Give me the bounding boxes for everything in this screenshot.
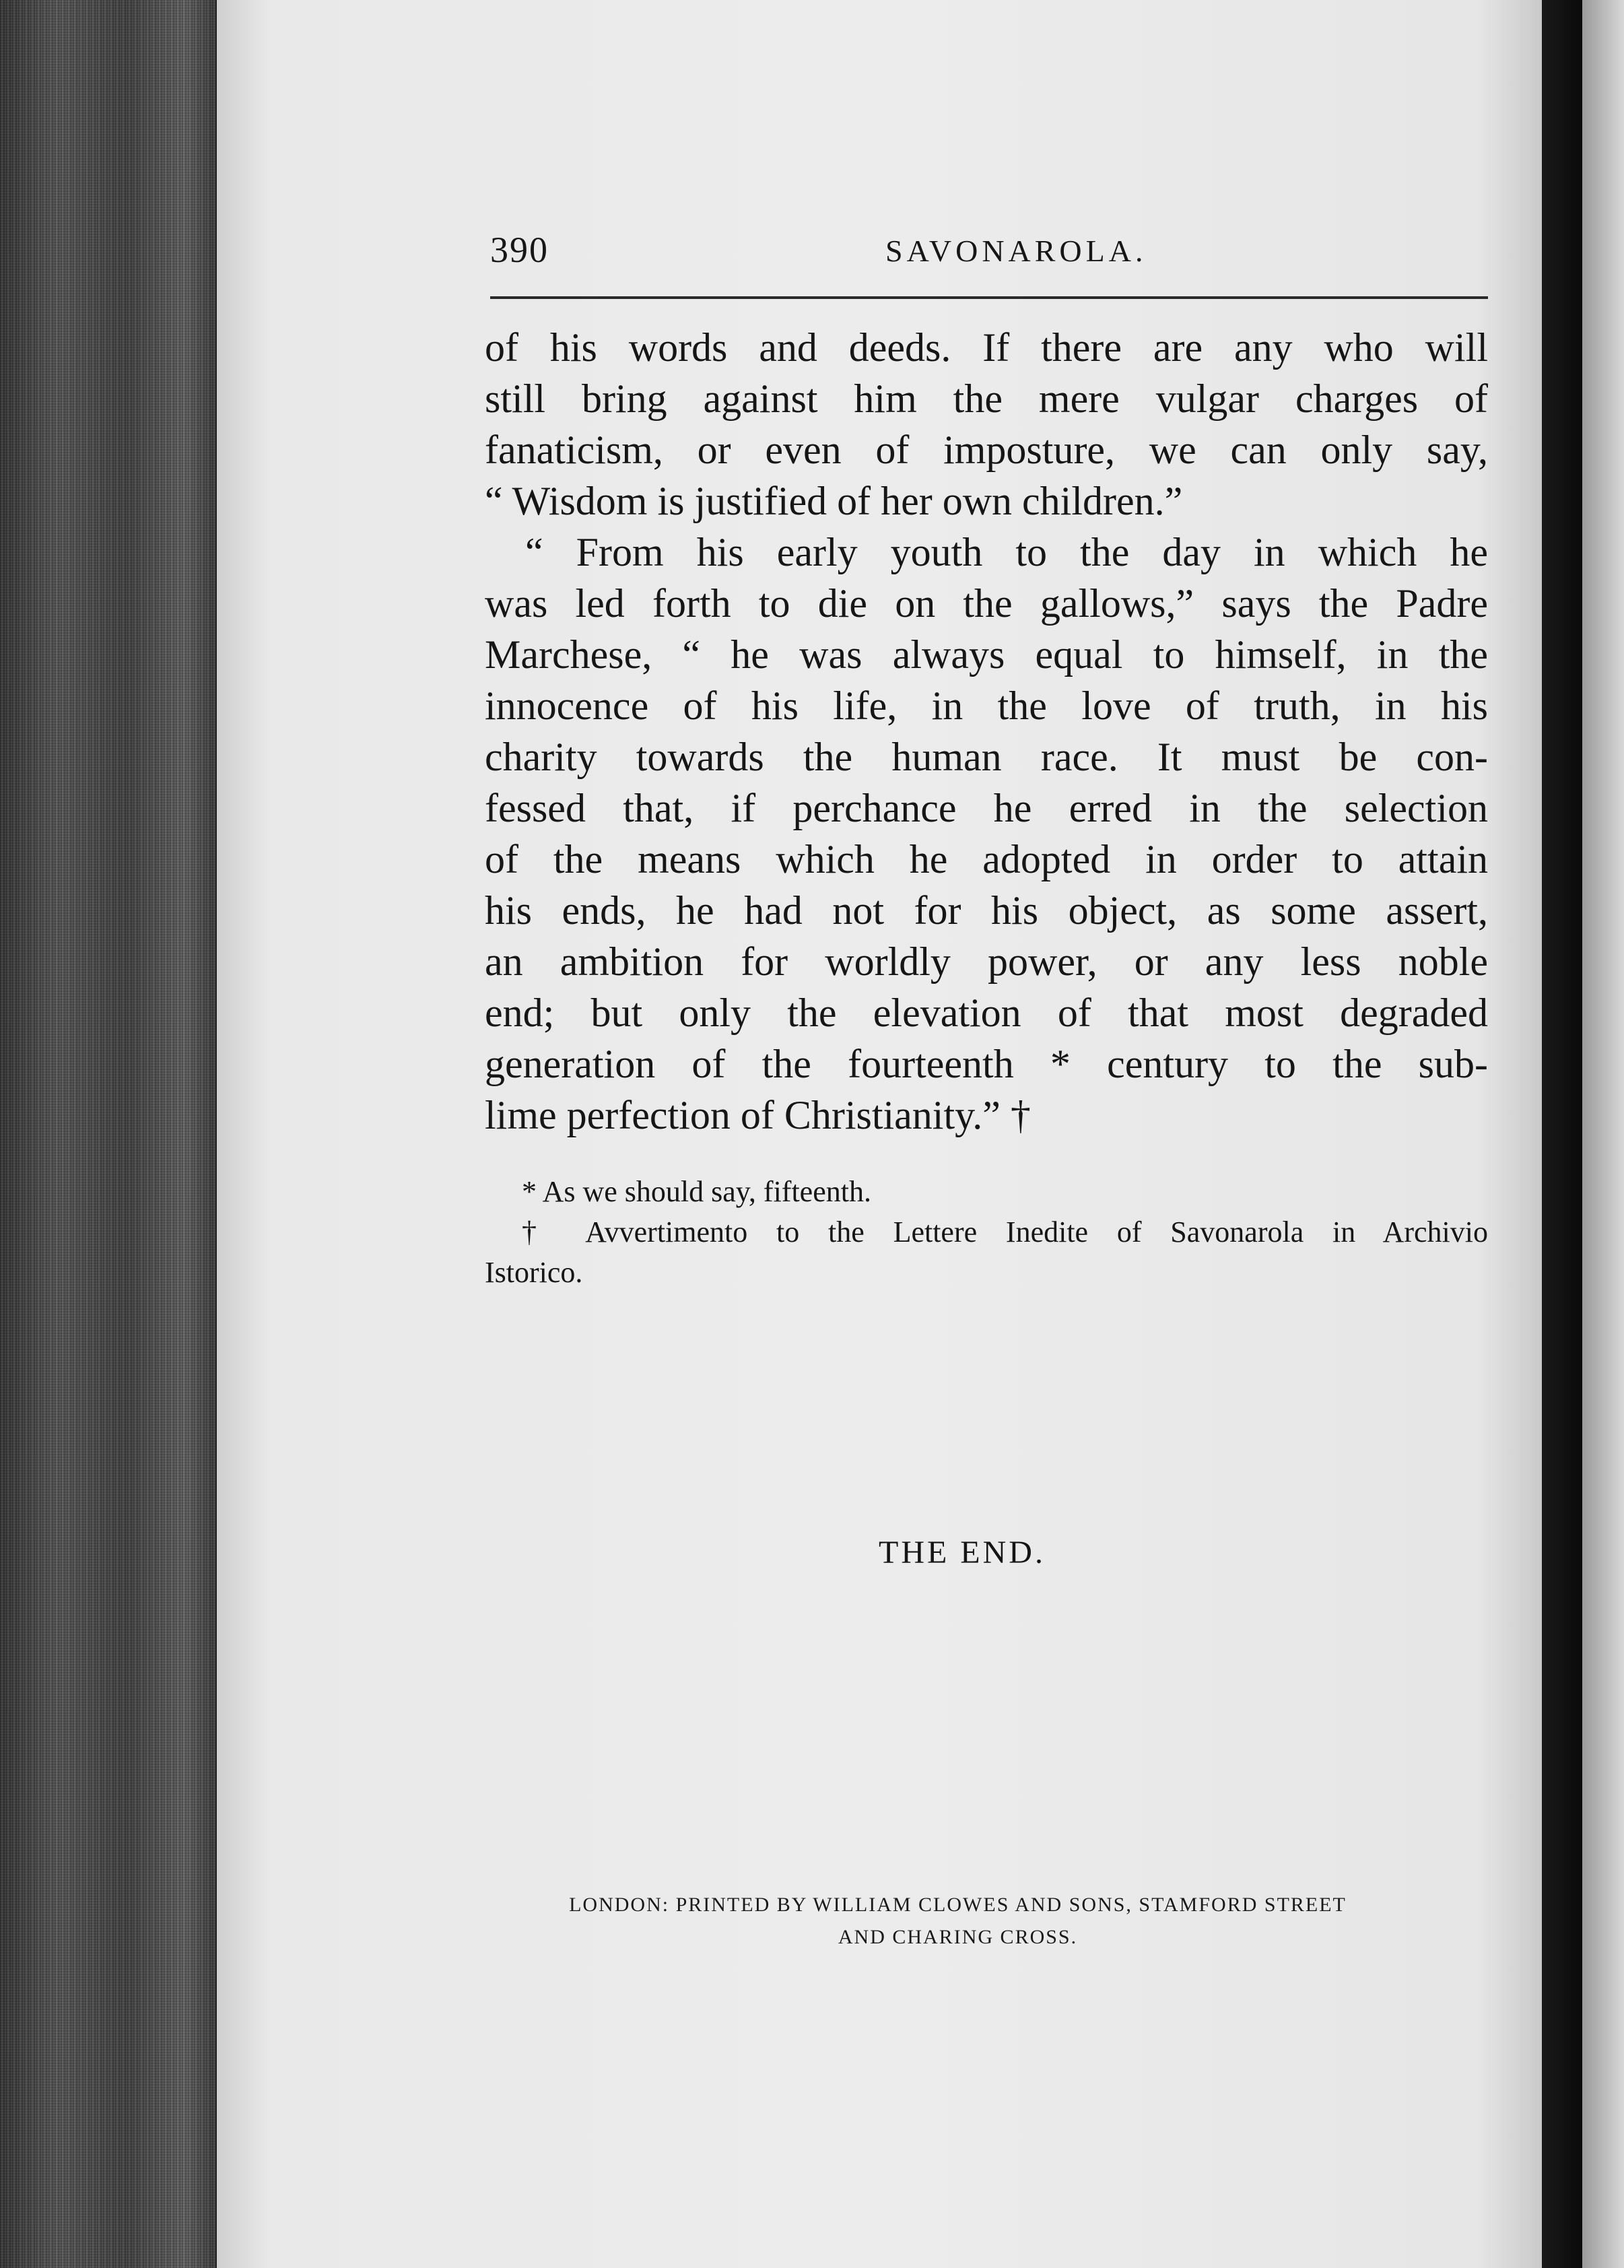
- text-line: his ends, he had not for his object, as some assert,: [485, 888, 1488, 933]
- facing-page-edge: [1582, 0, 1624, 2268]
- text-line: generation of the fourteenth * century to the sub-: [485, 1042, 1488, 1086]
- text-line: an ambition for worldly power, or any less noble: [485, 939, 1488, 984]
- text-line: Marchese, “ he was always equal to himself, in the: [485, 632, 1488, 677]
- running-head: [485, 229, 1488, 283]
- text-line: fanaticism, or even of imposture, we can only say,: [485, 428, 1488, 472]
- text-line: end; but only the elevation of that most degraded: [485, 991, 1488, 1035]
- text-line: innocence of his life, in the love of truth, in his: [485, 683, 1488, 728]
- text-line: was led forth to die on the gallows,” says the Padre: [485, 581, 1488, 626]
- text-line: “ From his early youth to the day in which he: [525, 530, 1488, 574]
- text-line: fessed that, if perchance he erred in the selection: [485, 786, 1488, 830]
- text-line: lime perfection of Christianity.” †: [485, 1093, 1031, 1137]
- text-block: [485, 229, 1488, 1289]
- text-line: charity towards the human race. It must be con-: [485, 735, 1488, 779]
- text-line: still bring against him the mere vulgar charges of: [485, 376, 1488, 421]
- body-text: [485, 322, 1488, 1141]
- head-rule: [490, 296, 1488, 299]
- text-line: of the means which he adopted in order to attain: [485, 837, 1488, 881]
- page-gutter-shadow: [1542, 0, 1582, 2268]
- page-number: 390: [490, 230, 549, 270]
- text-line: “ Wisdom is justified of her own children.”: [485, 479, 1183, 523]
- footnote-2-continued: Istorico.: [485, 1256, 583, 1289]
- imprint-line-2: AND CHARING CROSS.: [838, 1926, 1078, 1948]
- running-title: SAVONAROLA.: [885, 234, 1147, 268]
- book-spine: [0, 0, 232, 2268]
- the-end-heading: THE END.: [879, 1535, 1046, 1570]
- imprint-line-1: LONDON: PRINTED BY WILLIAM CLOWES AND SONS, STAMFORD STREET: [569, 1894, 1347, 1916]
- footnote-1: * As we should say, fifteenth.: [522, 1175, 871, 1208]
- footnotes: [485, 1172, 1488, 1293]
- footnote-2: † Avvertimento to the Lettere Inedite of Savonarola in Archivio: [522, 1215, 1488, 1248]
- text-line: of his words and deeds. If there are any who will: [485, 325, 1488, 370]
- printer-imprint: [525, 1889, 1390, 1954]
